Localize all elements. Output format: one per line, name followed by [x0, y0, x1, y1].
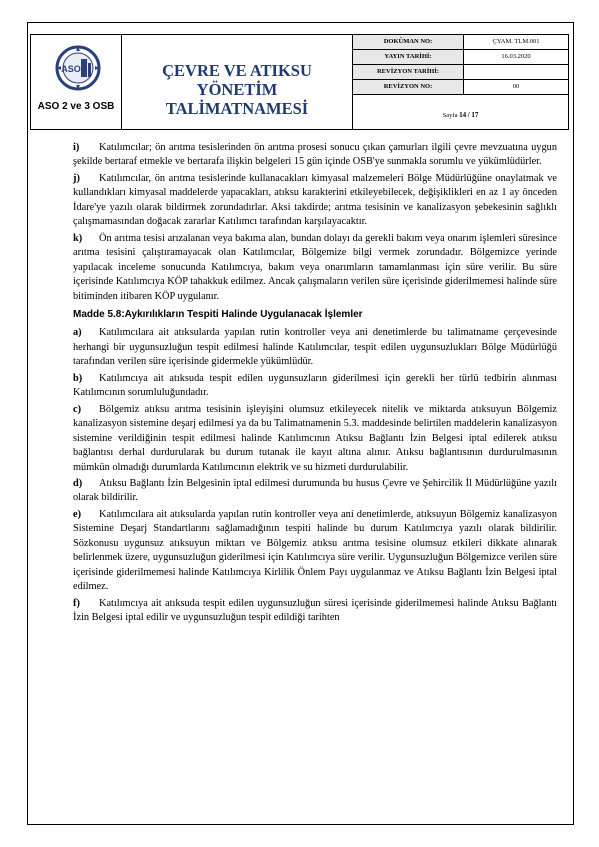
meta-key: REVİZYON TARİHİ:: [353, 65, 464, 79]
paragraph-d: [73, 477, 557, 506]
item-label: f): [73, 597, 80, 609]
item-text: Atıksu Bağlantı İzin Belgesinin iptal edilmesi durumunda bu husus Çevre ve Şehircilik İl Müdürlüğüne yazılı olarak bildirilir.: [73, 477, 557, 504]
paragraph-j: [73, 172, 557, 230]
page-current: 14: [459, 111, 467, 119]
item-text: Katılımcılar, ön arıtma tesislerinde kullanacakları kimyasal malzemeleri Bölge Müdürlüğüne onaylatmak ve kullandıkları kimyasal maddelerde yapacakları, atıksu karakterini etkileyebilecek, değişiklikleri en az 1 ay önceden İdare'ye yazılı olarak bildirmek zorundadırlar. Aksi takdirde; arıtma tesisinin ve kanalizasyon şebekesinin sağlıklı çalışmamasından doğacak zararlar Katılımcı tarafından karşılayacaktır.: [73, 172, 557, 228]
item-text: Katılımcılar; ön arıtma tesislerinden ön arıtma prosesi sonucu çıkan çamurları ilgili çevre mevzuatına uygun şekilde bertaraf etmekle ve bertarafa ilişkin belgeleri 15 gün içinde OSB'ye sunmakla sorumlu ve yükümlüdürler.: [73, 142, 557, 168]
page-total: 17: [471, 111, 479, 119]
meta-value: 00: [512, 83, 520, 90]
title-line-1: ÇEVRE VE ATIKSU YÖNETİM: [162, 61, 312, 99]
page-sep: /: [467, 111, 470, 119]
paragraph-b: [73, 372, 557, 401]
meta-table: [353, 35, 568, 95]
item-text: Ön arıtma tesisi arızalanan veya bakıma alan, bundan dolayı da gerekli bakım veya onarım işlemleri süresince arıtma tesisini çalıştıramayacak olan Katılımcılar, Bölgemize bilgi vermek zorundadır. Bölgemizce yerinde yapılacak inceleme sonucunda Katılımcıya, bakım veya onarımların tamamlanması için süre verilir. Bu süre içerisinde Katılımcıya KÖP tahakkuk edilmez. Ancak çalışmaların verilen süre içerisinde giderilmemesi halinde süre bitiminden itibaren KÖP uygulanır.: [73, 232, 557, 302]
item-text: Katılımcıya ait atıksuda tespit edilen uygunsuzların giderilmesi için gerekli her türlü tedbirin alınması Katılımcının sorumluluğundadır.: [73, 372, 557, 399]
org-label: ASO 2 ve 3 OSB: [37, 101, 115, 112]
title-cell: [122, 35, 353, 129]
paragraph-e: [73, 508, 557, 595]
paragraph-c: [73, 403, 557, 475]
paragraph-f: [73, 597, 557, 626]
document-body: [73, 141, 557, 628]
meta-key: YAYIN TARİHİ:: [353, 50, 464, 64]
paragraph-a: [73, 326, 557, 369]
logo-cell: [31, 35, 122, 129]
item-label: b): [73, 372, 83, 384]
page-number: [353, 111, 568, 119]
item-label: j): [73, 172, 80, 184]
meta-value: 16.03.2020: [501, 53, 531, 60]
item-text: Katılımcıya ait atıksuda tespit edilen uygunsuzluğun süresi içerisinde giderilmemesi halinde Atıksu Bağlantı İzin Belgesi iptal edilir ve uygunsuzluğun tespit edildiği tarihten: [73, 597, 557, 624]
item-text: Katılımcılara ait atıksularda yapılan rutin kontroller veya ani denetimlerde, atıksuyun Bölgemiz kanalizasyon Sistemine Deşarj Standartlarını sağlamadığının tespiti halinde bu durum Katılımcıya yazılı olarak bildirilir. Sözkonusu uygunsuz atıksuyun miktarı ve Bölgemiz atıksu arıtma tesisine olumsuz etkileri dikkate alınarak belirlenmek üzere, uygunsuzluğun giderilmesi için Katılımcıya süre verilir. Uygunsuzluğun Bölgemizce verilen süre içerisinde giderilmemesi halinde Katılımcıya Kirlilik Önlem Payı uygulanmaz ve Atıksu Bağlantı İzin Belgesi iptal edilmez.: [73, 508, 557, 593]
item-label: i): [73, 142, 80, 153]
document-header: [30, 34, 569, 130]
item-text: Katılımcılara ait atıksularda yapılan rutin kontroller veya ani denetimlerde bu talimatname çerçevesinde herhangi bir uygunsuzluğun tespit edilmesi halinde Katılımcılar, tespit edilen uygunsuzlukları Bölge Müdürlüğü tarafından verilen süre içerisinde gidermekle yükümlüdür.: [73, 327, 557, 368]
svg-text:ASO: ASO: [61, 64, 81, 74]
meta-value: [464, 65, 568, 79]
meta-value: ÇYAM. TLM.001: [492, 38, 540, 45]
item-label: k): [73, 232, 83, 244]
item-label: c): [73, 403, 82, 415]
paragraph-i: [73, 141, 557, 170]
meta-key: REVİZYON NO:: [353, 80, 464, 94]
item-label: d): [73, 477, 83, 489]
title-line-2: TALİMATNAMESİ: [165, 99, 309, 118]
meta-row-revision-date: [353, 65, 568, 80]
meta-row-publish-date: [353, 50, 568, 65]
meta-row-revision-no: [353, 80, 568, 95]
paragraph-k: [73, 232, 557, 304]
item-text: Bölgemiz atıksu arıtma tesisinin işleyişini olumsuz etkileyecek nitelik ve miktarda atıksuyun Bölgemiz kanalizasyon sistemine deşarj edilmesi ya da bu Talimatnamenin 5.3. maddesinde belirtilen maddelerin kanalizasyon sistemine verildiğinin tespit edilmesi halinde Katılımcının Atıksu Bağlantı İzin Belgesi iptal edilerek atıksu bağlantısı derhal durdurularak bu durum tutanak ile kayıt altına alınır. Atıksu bağlantısının durdurulmasının mümkün olmadığı durumlarda Katılımcının elektrik ve su hizmeti durdurulabilir.: [73, 403, 557, 473]
page-prefix: Sayfa: [442, 112, 458, 119]
section-heading: Madde 5.8:Aykırılıkların Tespiti Halinde Uygulanacak İşlemler: [73, 308, 363, 320]
aso-logo-icon: [55, 45, 101, 91]
meta-row-document-no: [353, 35, 568, 50]
item-label: e): [73, 508, 82, 520]
document-title: [122, 61, 352, 118]
meta-key: DOKÜMAN NO:: [353, 35, 464, 49]
item-label: a): [73, 327, 82, 339]
